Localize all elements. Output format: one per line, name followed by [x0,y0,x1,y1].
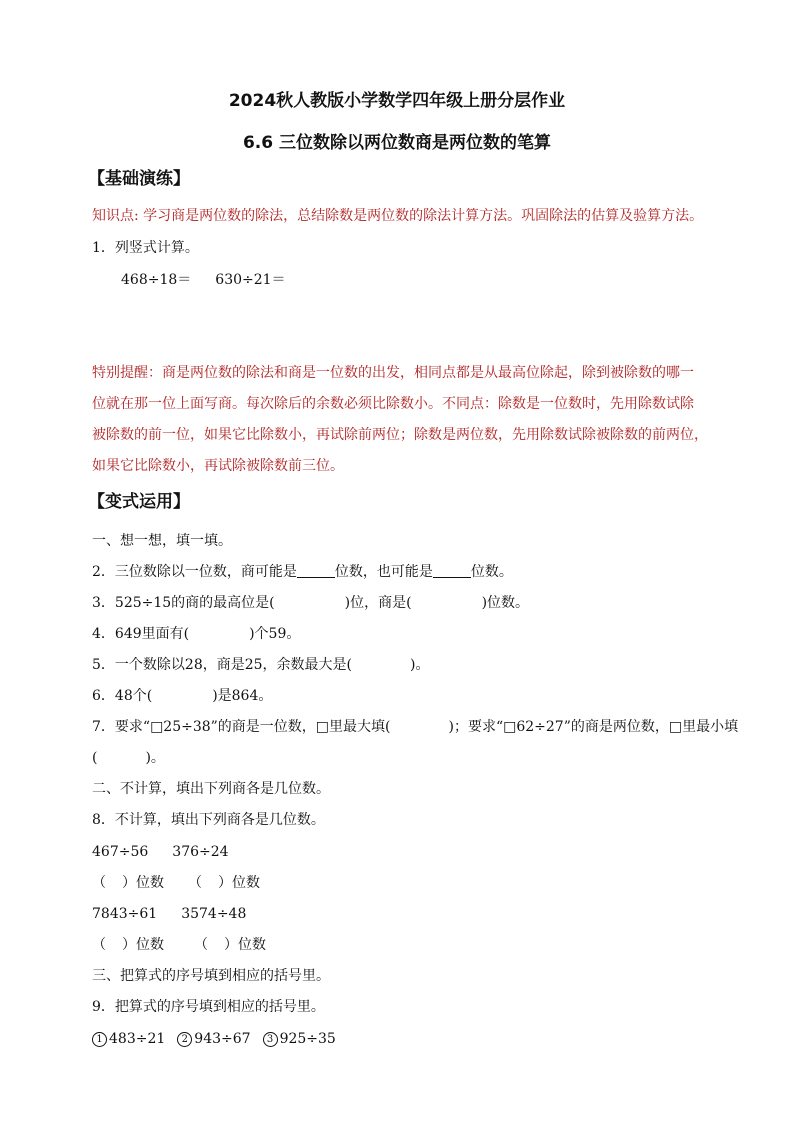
circled-number-1: 1 [92,1032,107,1047]
section-variation: 【变式运用】 [88,492,190,512]
special-tip [92,358,712,482]
question-8-row-1 [92,842,229,862]
section-basic: 【基础演练】 [88,169,190,189]
part-2-heading: 二、不计算，填出下列商各是几位数。 [92,781,330,797]
question-6: 6．48个( )是864。 [92,688,273,704]
part-1-heading: 一、想一想，填一填。 [92,533,232,549]
expression: 483÷21 [109,1031,166,1047]
document-title: 2024秋人教版小学数学四年级上册分层作业 [228,91,566,111]
expression: 376÷24 [172,844,229,860]
question-8-answers-1: （ ）位数 （ ）位数 [92,875,260,891]
answer-blank[interactable] [433,563,471,578]
question-3: 3．525÷15的商的最高位是( )位，商是( )位数。 [92,595,530,611]
tip-line: 被除数的前一位，如果它比除数小，再试除前两位；除数是两位数，先用除数试除被除数的前两位， [92,427,708,443]
question-4: 4．649里面有( )个59。 [92,626,301,642]
circled-number-2: 2 [177,1032,192,1047]
circled-number-3: 3 [263,1032,278,1047]
part-3-heading: 三、把算式的序号填到相应的括号里。 [92,968,330,984]
tip-line: 特别提醒：商是两位数的除法和商是一位数的出发，相同点都是从最高位除起，除到被除数的哪一 [92,365,694,381]
question-1-expressions [121,270,286,290]
expression-b: 630÷21＝ [215,272,286,288]
expression: 925÷35 [279,1031,336,1047]
expression: 3574÷48 [181,906,247,922]
question-2: 2．三位数除以一位数，商可能是 位数，也可能是 位数。 [92,564,513,580]
tip-line: 如果它比除数小，再试除被除数前三位。 [92,458,344,474]
expression-a: 468÷18＝ [121,272,192,288]
question-9: 9．把算式的序号填到相应的括号里。 [92,999,325,1015]
question-8-answers-2: （ ）位数 （ ）位数 [92,937,266,953]
lesson-title: 6.6 三位数除以两位数商是两位数的笔算 [242,133,552,153]
expression: 943÷67 [194,1031,251,1047]
knowledge-point: 知识点: 学习商是两位数的除法，总结除数是两位数的除法计算方法。巩固除法的估算及验算方法。 [92,208,704,224]
tip-line: 位就在那一位上面写商。每次除后的余数必须比除数小。不同点：除数是一位数时，先用除数试除 [92,396,694,412]
expression: 467÷56 [92,844,149,860]
question-5: 5．一个数除以28，商是25，余数最大是( )。 [92,657,430,673]
question-9-expressions [92,1029,336,1049]
answer-blank[interactable] [297,563,335,578]
question-7: 7．要求“□25÷38”的商是一位数，□里最大填( )；要求“□62÷27”的商是两位数，□里最小填 [92,719,739,735]
question-8: 8．不计算，填出下列商各是几位数。 [92,812,325,828]
question-7-continued: ( )。 [92,750,165,766]
question-1: 1．列竖式计算。 [92,240,199,256]
question-8-row-2 [92,904,246,924]
expression: 7843÷61 [92,906,158,922]
